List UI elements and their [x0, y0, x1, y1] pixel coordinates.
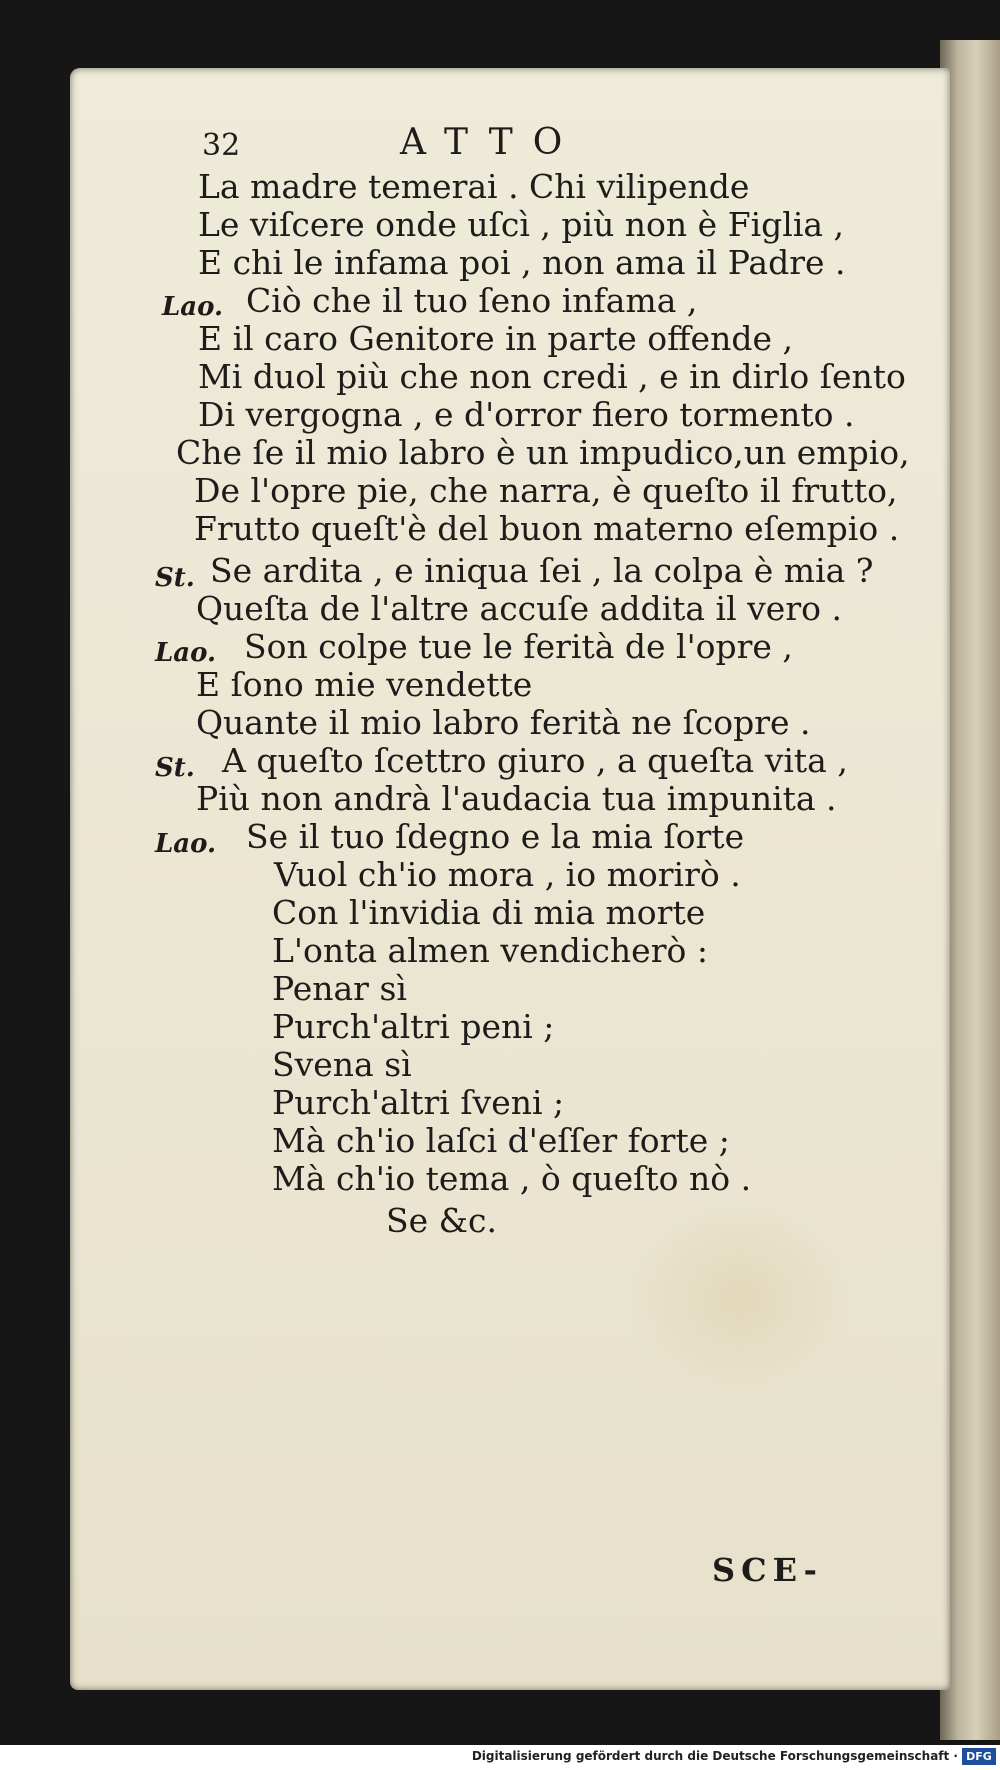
verse-line: E il caro Genitore in parte offende , [198, 319, 793, 358]
verse-line: E chi le infama poi , non ama il Padre . [198, 243, 846, 282]
verse-line: A queſto ſcettro giuro , a queſta vita , [222, 741, 848, 780]
footer-bar [0, 1745, 1000, 1770]
catchword: SCE- [712, 1551, 823, 1589]
verse-line: Ciò che il tuo ſeno infama , [246, 281, 698, 320]
verse-line: Queſta de l'altre accuſe addita il vero . [196, 589, 842, 628]
verse-line: Svena sì [272, 1045, 412, 1084]
page-number: 32 [202, 128, 241, 163]
verse-line: Quante il mio labro ferità ne ſcopre . [196, 703, 811, 742]
verse-line: Con l'invidia di mia morte [272, 893, 706, 932]
verse-line: Se &c. [386, 1201, 497, 1240]
verse-line: Di vergogna , e d'orror fiero tormento . [198, 395, 855, 434]
speaker-label: Lao. [155, 829, 217, 859]
verse-line: Purch'altri ſveni ; [272, 1083, 565, 1122]
verse-line: Son colpe tue le ferità de l'opre , [244, 627, 793, 666]
digitization-credit: Digitalisierung gefördert durch die Deutsche Forschungsgemeinschaft · [471, 1749, 958, 1763]
verse-line: E ſono mie vendette [196, 665, 533, 704]
verse-line: L'onta almen vendicherò : [272, 931, 708, 970]
speaker-label: Lao. [155, 638, 217, 668]
verse-line: Purch'altri peni ; [272, 1007, 555, 1046]
paper-stain [630, 1198, 850, 1398]
running-head: ATTO [400, 122, 583, 163]
verse-line: Vuol ch'io mora , io morirò . [274, 855, 741, 894]
verse-line: Più non andrà l'audacia tua impunita . [196, 779, 837, 818]
dfg-logo: DFG [962, 1748, 996, 1765]
verse-line: Penar sì [272, 969, 407, 1008]
verse-line: Frutto queſt'è del buon materno eſempio . [194, 509, 900, 548]
verse-line: De l'opre pie, che narra, è queſto il frutto, [194, 471, 898, 510]
verse-line: La madre temerai . Chi vilipende [198, 167, 750, 206]
verse-line: Mà ch'io tema , ò queſto nò . [272, 1159, 752, 1198]
verse-line: Se ardita , e iniqua ſei , la colpa è mia ? [210, 551, 874, 590]
verse-line: Le viſcere onde uſcì , più non è Figlia , [198, 205, 845, 244]
verse-line: Che ſe il mio labro è un impudico,un empio, [176, 433, 910, 472]
verse-line: Se il tuo ſdegno e la mia ſorte [246, 817, 745, 856]
verse-line: Mi duol più che non credi , e in dirlo ſento [198, 357, 906, 396]
speaker-label: St. [155, 563, 195, 593]
verse-line: Mà ch'io laſci d'eſſer forte ; [272, 1121, 730, 1160]
speaker-label: St. [155, 753, 195, 783]
speaker-label: Lao. [162, 292, 224, 322]
